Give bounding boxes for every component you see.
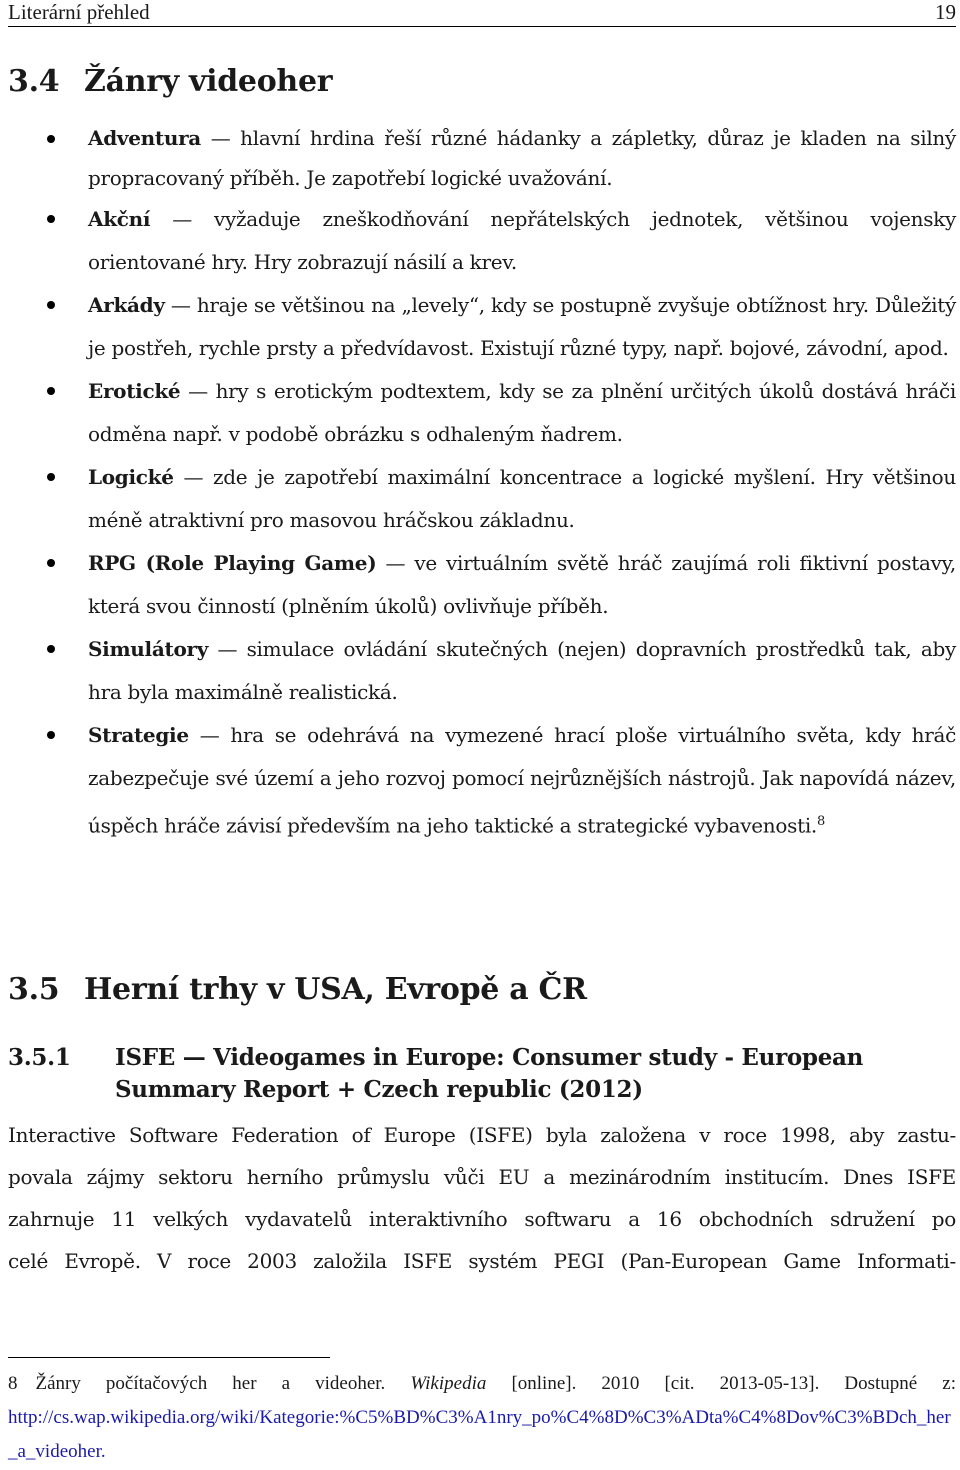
genre-description: ve virtuálním světě hráč zaujímá roli fiktivní postavy, která svou činností (plněním úkolů) ovlivňuje příběh.: [88, 551, 956, 618]
section-number: 3.5: [8, 972, 60, 1007]
bullet-icon: [47, 731, 55, 739]
list-item: [0, 118, 956, 198]
genre-list: [0, 118, 956, 848]
running-header: [8, 0, 956, 27]
subsection-number: 3.5.1: [8, 1044, 71, 1071]
list-item: [0, 714, 956, 848]
bullet-icon: [47, 301, 55, 309]
genre-term: Erotické: [88, 379, 181, 403]
em-dash: —: [210, 126, 231, 150]
genre-description: hlavní hrdina řeší různé hádanky a zápletky, důraz je kladen na silný propracovaný příběh. Je zapotřebí logické uvažování.: [88, 126, 957, 190]
paragraph-line: zahrnuje 11 velkých vydavatelů interaktivního softwaru a 16 obchodních sdružení po: [8, 1207, 956, 1231]
em-dash: —: [188, 379, 208, 403]
genre-description: vyžaduje zneškodňování nepřátelských jednotek, většinou vojensky orientované hry. Hry zobrazují násilí a krev.: [88, 207, 957, 274]
bullet-icon: [47, 473, 55, 481]
genre-description: hry s erotickým podtextem, kdy se za plnění určitých úkolů dostává hráči odměna např. v podobě obrázku s odhaleným ňadrem.: [88, 379, 957, 446]
genre-term: Akční: [88, 207, 151, 231]
footnote-text: Žánry počítačových her a videoher.: [35, 1373, 386, 1394]
footnote-source: Wikipedia: [410, 1373, 487, 1394]
bullet-icon: [47, 135, 55, 143]
genre-description: hraje se většinou na „levely“, kdy se postupně zvyšuje obtížnost hry. Důležitý je postřeh, rychle prsty a předvídavost. Existují různé typy, např. bojové, závodní, apod.: [88, 293, 957, 360]
footnote-reference[interactable]: 8: [816, 814, 825, 829]
paragraph-line: Interactive Software Federation of Europe (ISFE) byla založena v roce 1998, aby zastu-: [8, 1123, 956, 1147]
em-dash: —: [217, 637, 238, 661]
subsection-heading-3-5-1: [8, 1042, 948, 1106]
bullet-icon: [47, 559, 55, 567]
footnote-text-after: [online]. 2010 [cit. 2013-05-13]. Dostupné z:: [511, 1373, 957, 1394]
em-dash: —: [170, 293, 191, 317]
list-item: [0, 370, 956, 456]
paragraph-line: povala zájmy sektoru herního průmyslu vůči EU a mezinárodním institucím. Dnes ISFE: [8, 1165, 956, 1189]
footnote-link[interactable]: http://cs.wap.wikipedia.org/wiki/Kategorie:%C5%BD%C3%A1nry_po%C4%8D%C3%ADta%C4%8Dov%C3%BDch_her_a_videoher.: [8, 1407, 951, 1462]
footnote: [8, 1367, 956, 1469]
section-heading-3-5: [8, 972, 587, 1007]
genre-term: Logické: [88, 465, 174, 489]
bullet-icon: [47, 387, 55, 395]
section-heading-3-4: [8, 64, 332, 99]
genre-description: simulace ovládání skutečných (nejen) dopravních prostředků tak, aby hra byla maximálně realistická.: [88, 637, 956, 704]
list-item: [0, 284, 956, 370]
footnote-number: 8: [8, 1373, 18, 1394]
list-item: [0, 198, 956, 284]
genre-term: RPG (Role Playing Game): [88, 551, 377, 575]
genre-term: Strategie: [88, 723, 189, 747]
subsection-title: ISFE — Videogames in Europe: Consumer study - European Summary Report + Czech republic (2012): [115, 1044, 864, 1103]
list-item: [0, 456, 956, 542]
body-paragraph: [8, 1114, 956, 1282]
footnote-citation: [8, 1367, 956, 1401]
footnote-divider: [8, 1357, 330, 1358]
em-dash: —: [199, 723, 220, 747]
genre-term: Arkády: [88, 293, 165, 317]
genre-description: hra se odehrává na vymezené hrací ploše virtuálního světa, kdy hráč zabezpečuje své území a jeho rozvoj pomocí nejrůznějších nástrojů. Jak napovídá název, úspěch hráče závisí především na jeho taktické a strategické vybavenosti.: [88, 723, 957, 838]
section-title: Herní trhy v USA, Evropě a ČR: [84, 972, 587, 1007]
list-item: [0, 542, 956, 628]
em-dash: —: [183, 465, 204, 489]
em-dash: —: [385, 551, 406, 575]
list-item: [0, 628, 956, 714]
section-title: Žánry videoher: [84, 64, 333, 99]
genre-term: Adventura: [88, 126, 201, 150]
section-number: 3.4: [8, 64, 60, 99]
bullet-icon: [47, 645, 55, 653]
em-dash: —: [172, 207, 192, 231]
genre-term: Simulátory: [88, 637, 209, 661]
header-title: Literární přehled: [8, 0, 150, 24]
paragraph-line: celé Evropě. V roce 2003 založila ISFE systém PEGI (Pan-European Game Informati-: [8, 1249, 956, 1273]
page-number: 19: [935, 0, 956, 24]
bullet-icon: [47, 215, 55, 223]
genre-description: zde je zapotřebí maximální koncentrace a logické myšlení. Hry většinou méně atraktivní pro masovou hráčskou základnu.: [88, 465, 956, 532]
